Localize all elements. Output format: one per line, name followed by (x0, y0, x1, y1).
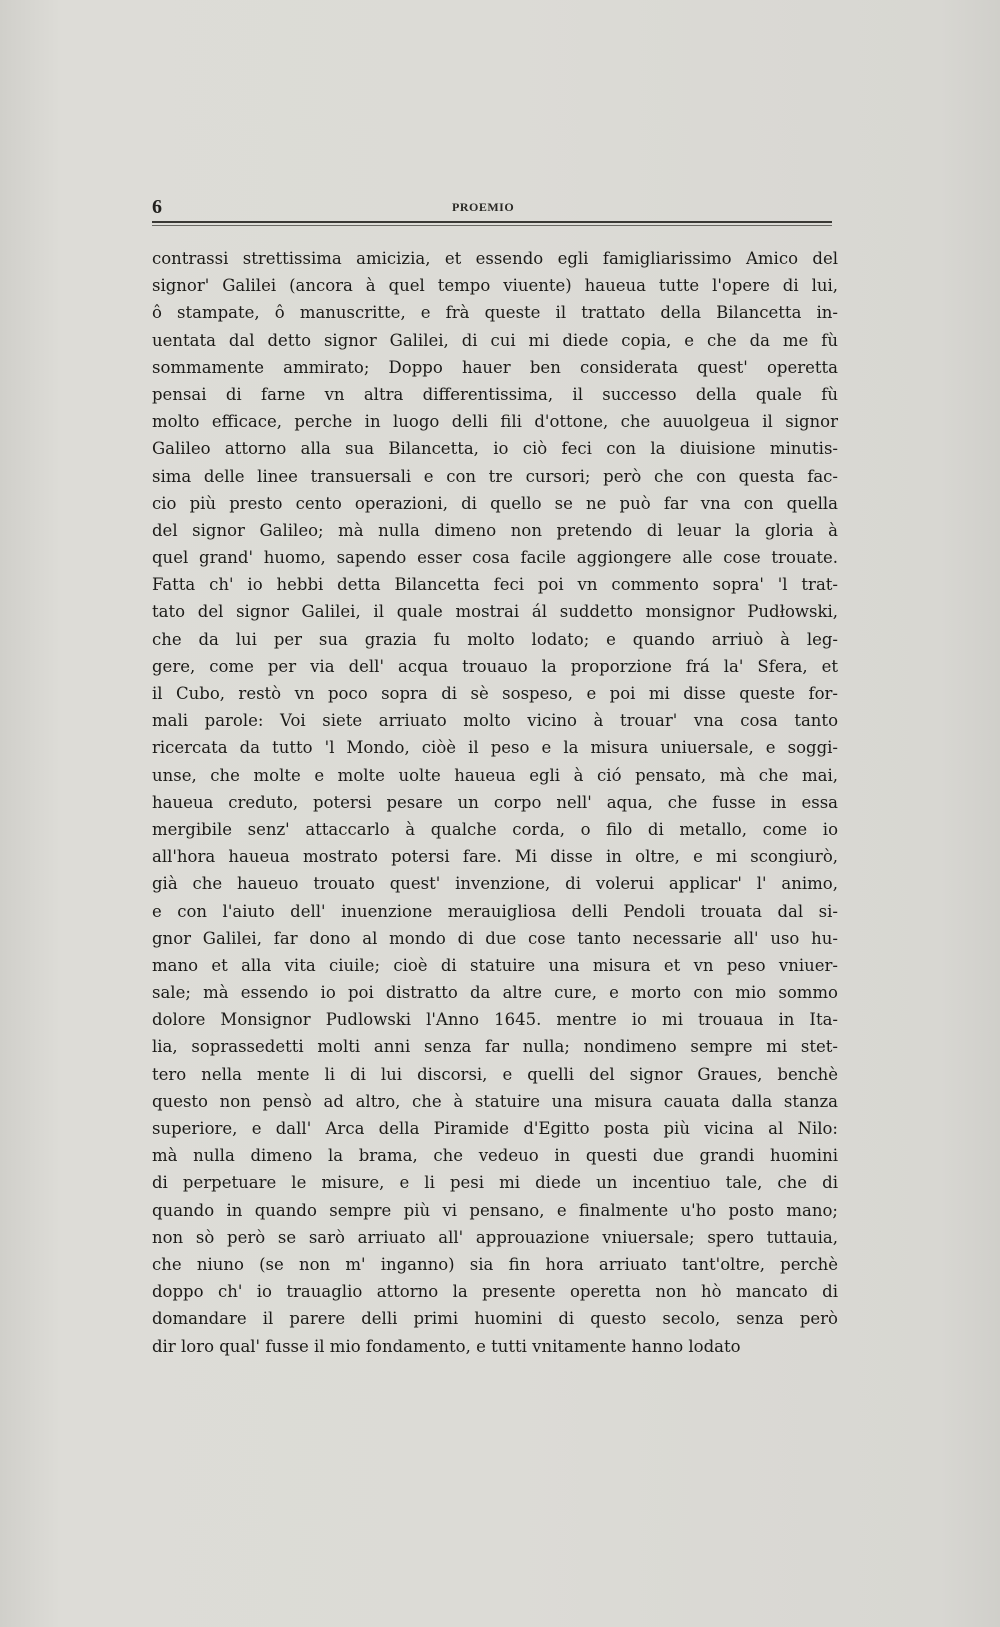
header-rule (152, 221, 832, 223)
text-line: gnor Galilei, far dono al mondo di due cose tanto necessarie all' uso hu- (152, 928, 838, 948)
page-header (152, 196, 832, 220)
text-line: ricercata da tutto 'l Mondo, ciòè il peso e la misura uniuersale, e soggi- (152, 738, 838, 758)
text-line: questo non pensò ad altro, che à statuire una misura cauata dalla stanza (152, 1091, 838, 1111)
text-line: non sò però se sarò arriuato all' approuazione vniuersale; spero tuttauia, (152, 1227, 838, 1247)
page-number: 6 (152, 196, 162, 218)
text-line: il Cubo, restò vn poco sopra di sè sospeso, e poi mi disse queste for- (152, 684, 838, 703)
text-line: che da lui per sua grazia fu molto lodato; e quando arriuò à leg- (152, 629, 838, 649)
text-line: gere, come per via dell' acqua trouauo la proporzione frá la' Sfera, et (152, 656, 838, 676)
text-line: quando in quando sempre più vi pensano, e finalmente u'ho posto mano; (152, 1200, 838, 1220)
header-rule-thin (152, 225, 832, 226)
text-line: lia, soprassedetti molti anni senza far nulla; nondimeno sempre mi stet- (152, 1037, 838, 1057)
text-line: sima delle linee transuersali e con tre cursori; però che con questa fac- (152, 466, 838, 486)
text-line: mà nulla dimeno la brama, che vedeuo in questi due grandi huomini (152, 1146, 838, 1166)
text-line: pensai di farne vn altra differentissima, il successo della quale fù (152, 384, 838, 404)
text-line: domandare il parere delli primi huomini di questo secolo, senza però (152, 1309, 838, 1329)
text-line: Galileo attorno alla sua Bilancetta, io ciò feci con la diuisione minutis- (152, 439, 838, 459)
text-line: mergibile senz' attaccarlo à qualche corda, o filo di metallo, come io (152, 819, 838, 839)
text-line: molto efficace, perche in luogo delli fili d'ottone, che auuolgeua il signor (152, 412, 838, 432)
text-line: doppo ch' io trauaglio attorno la presente operetta non hò mancato di (152, 1282, 838, 1302)
text-line: sommamente ammirato; Doppo hauer ben considerata quest' operetta (152, 357, 838, 377)
text-line: tero nella mente li di lui discorsi, e quelli del signor Graues, benchè (152, 1064, 838, 1084)
text-line: e con l'aiuto dell' inuenzione merauigliosa delli Pendoli trouata dal si- (152, 901, 838, 921)
text-line: unse, che molte e molte uolte haueua egli à ció pensato, mà che mai, (152, 765, 838, 785)
text-line: ô stampate, ô manuscritte, e frà queste il trattato della Bilancetta in- (152, 303, 838, 323)
text-line: quel grand' huomo, sapendo esser cosa facile aggiongere alle cose trouate. (152, 548, 838, 568)
running-title: PROEMIO (452, 200, 515, 214)
text-line: che niuno (se non m' inganno) sia fin hora arriuato tant'oltre, perchè (152, 1254, 838, 1274)
text-line: dolore Monsignor Pudlowski l'Anno 1645. mentre io mi trouaua in Ita- (152, 1010, 838, 1030)
text-line: uentata dal detto signor Galilei, di cui mi diede copia, e che da me fù (152, 330, 838, 350)
text-line: cio più presto cento operazioni, di quello se ne può far vna con quella (152, 493, 838, 513)
text-line: contrassi strettissima amicizia, et essendo egli famigliarissimo Amico del (152, 249, 838, 268)
text-line: mano et alla vita ciuile; cioè di statuire una misura et vn peso vniuer- (152, 955, 838, 975)
text-line: haueua creduto, potersi pesare un corpo nell' aqua, che fusse in essa (152, 792, 838, 812)
text-line: Fatta ch' io hebbi detta Bilancetta feci poi vn commento sopra' 'l trat- (152, 575, 838, 595)
text-line: già che haueuo trouato quest' invenzione, di volerui applicar' l' animo, (152, 874, 838, 894)
text-line: mali parole: Voi siete arriuato molto vicino à trouar' vna cosa tanto (152, 711, 838, 731)
text-line: del signor Galileo; mà nulla dimeno non pretendo di leuar la gloria à (152, 520, 838, 540)
text-line: tato del signor Galilei, il quale mostrai ál suddetto monsignor Pudłowski, (152, 602, 838, 622)
text-line: superiore, e dall' Arca della Piramide d'Egitto posta più vicina al Nilo: (152, 1119, 838, 1138)
text-line: signor' Galilei (ancora à quel tempo viuente) haueua tutte l'opere di lui, (152, 276, 838, 296)
text-line: di perpetuare le misure, e li pesi mi diede un incentiuo tale, che di (152, 1173, 838, 1193)
body-text (152, 245, 838, 1360)
text-line: sale; mà essendo io poi distratto da altre cure, e morto con mio sommo (152, 983, 838, 1003)
text-line: dir loro qual' fusse il mio fondamento, e tutti vnitamente hanno lodato (152, 1336, 741, 1356)
text-line: all'hora haueua mostrato potersi fare. Mi disse in oltre, e mi scongiurò, (152, 847, 838, 867)
